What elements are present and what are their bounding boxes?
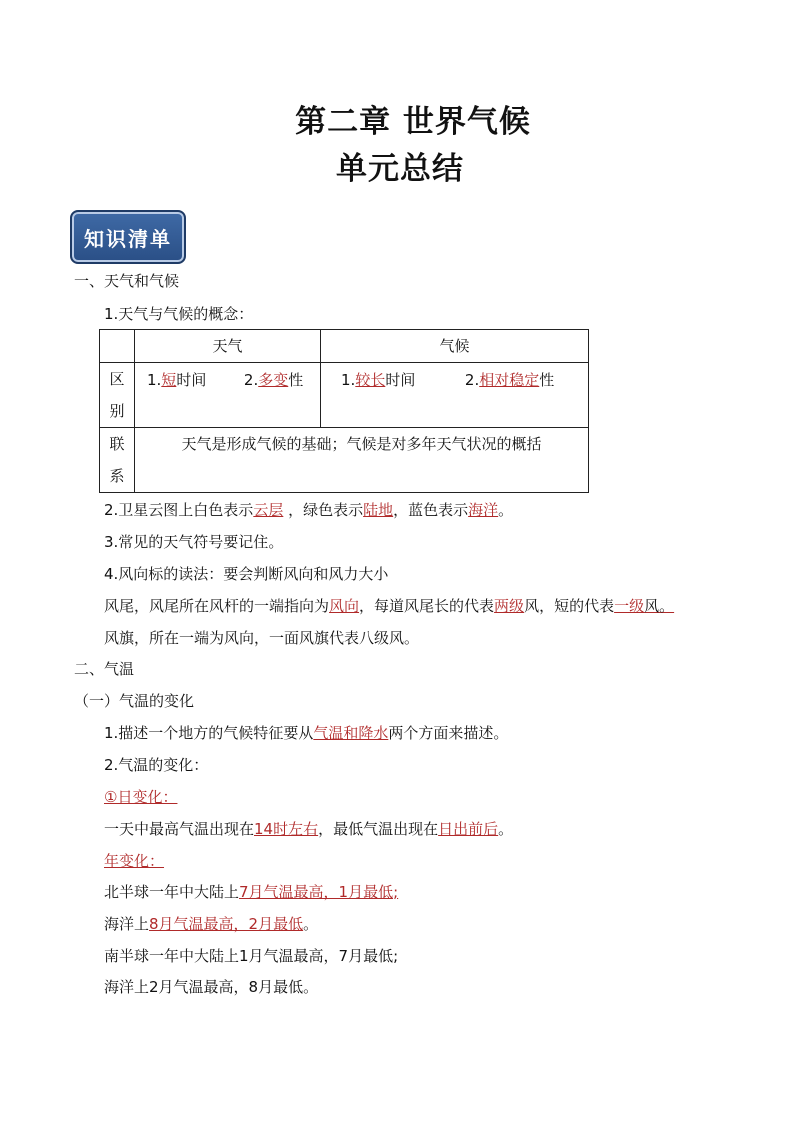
wind-flag-text: 风旗，所在一端为风向，一面风旗代表八级风。 xyxy=(104,629,420,647)
item-temperature-change: 2.气温的变化： xyxy=(104,756,209,774)
table-cell-relation: 天气是形成气候的基础；气候是对多年天气状况的概括 xyxy=(135,428,589,493)
table-row-label-relation: 联系 xyxy=(100,428,135,493)
item-satellite-image: 2.卫星云图上白色表示云层 ，绿色表示陆地，蓝色表示海洋。 xyxy=(104,501,514,519)
daily-change-text: 一天中最高气温出现在14时左右，最低气温出现在日出前后。 xyxy=(104,820,514,838)
table-corner xyxy=(100,330,135,363)
south-land-text: 南半球一年中大陆上1月气温最高，7月最低; xyxy=(104,947,399,965)
table-row-label-difference: 区别 xyxy=(100,363,135,428)
page-subtitle: 单元总结 xyxy=(336,151,464,187)
wind-tail-text: 风尾，风尾所在风杆的一端指向为风向，每道风尾长的代表两级风，短的代表一级风。 xyxy=(104,597,675,615)
knowledge-list-badge: 知识清单 xyxy=(70,210,186,264)
daily-change-label: ①日变化： xyxy=(104,788,178,806)
north-sea-text: 海洋上8月气温最高，2月最低。 xyxy=(104,915,319,933)
item-concepts: 1.天气与气候的概念： xyxy=(104,305,254,323)
table-cell-climate-diff: 1.较长时间 2.相对稳定性 xyxy=(321,363,589,428)
table-header-weather: 天气 xyxy=(135,330,321,363)
annual-change-label: 年变化： xyxy=(104,852,165,870)
section-heading-weather-climate: 一、天气和气候 xyxy=(74,272,180,290)
item-wind-vane: 4.风向标的读法：要会判断风向和风力大小 xyxy=(104,565,389,583)
comparison-table xyxy=(99,329,589,493)
page-title: 第二章 世界气候 xyxy=(295,104,531,140)
item-climate-description: 1.描述一个地方的气候特征要从气温和降水两个方面来描述。 xyxy=(104,724,509,742)
table-cell-weather-diff: 1.短时间 2.多变性 xyxy=(135,363,321,428)
section-heading-temperature: 二、气温 xyxy=(74,660,135,678)
item-weather-symbols: 3.常见的天气符号要记住。 xyxy=(104,533,284,551)
subsection-temperature-change: （一）气温的变化 xyxy=(74,692,195,710)
table-header-climate: 气候 xyxy=(321,330,589,363)
south-sea-text: 海洋上2月气温最高，8月最低。 xyxy=(104,978,319,996)
north-land-text: 北半球一年中大陆上7月气温最高，1月最低; xyxy=(104,883,399,901)
